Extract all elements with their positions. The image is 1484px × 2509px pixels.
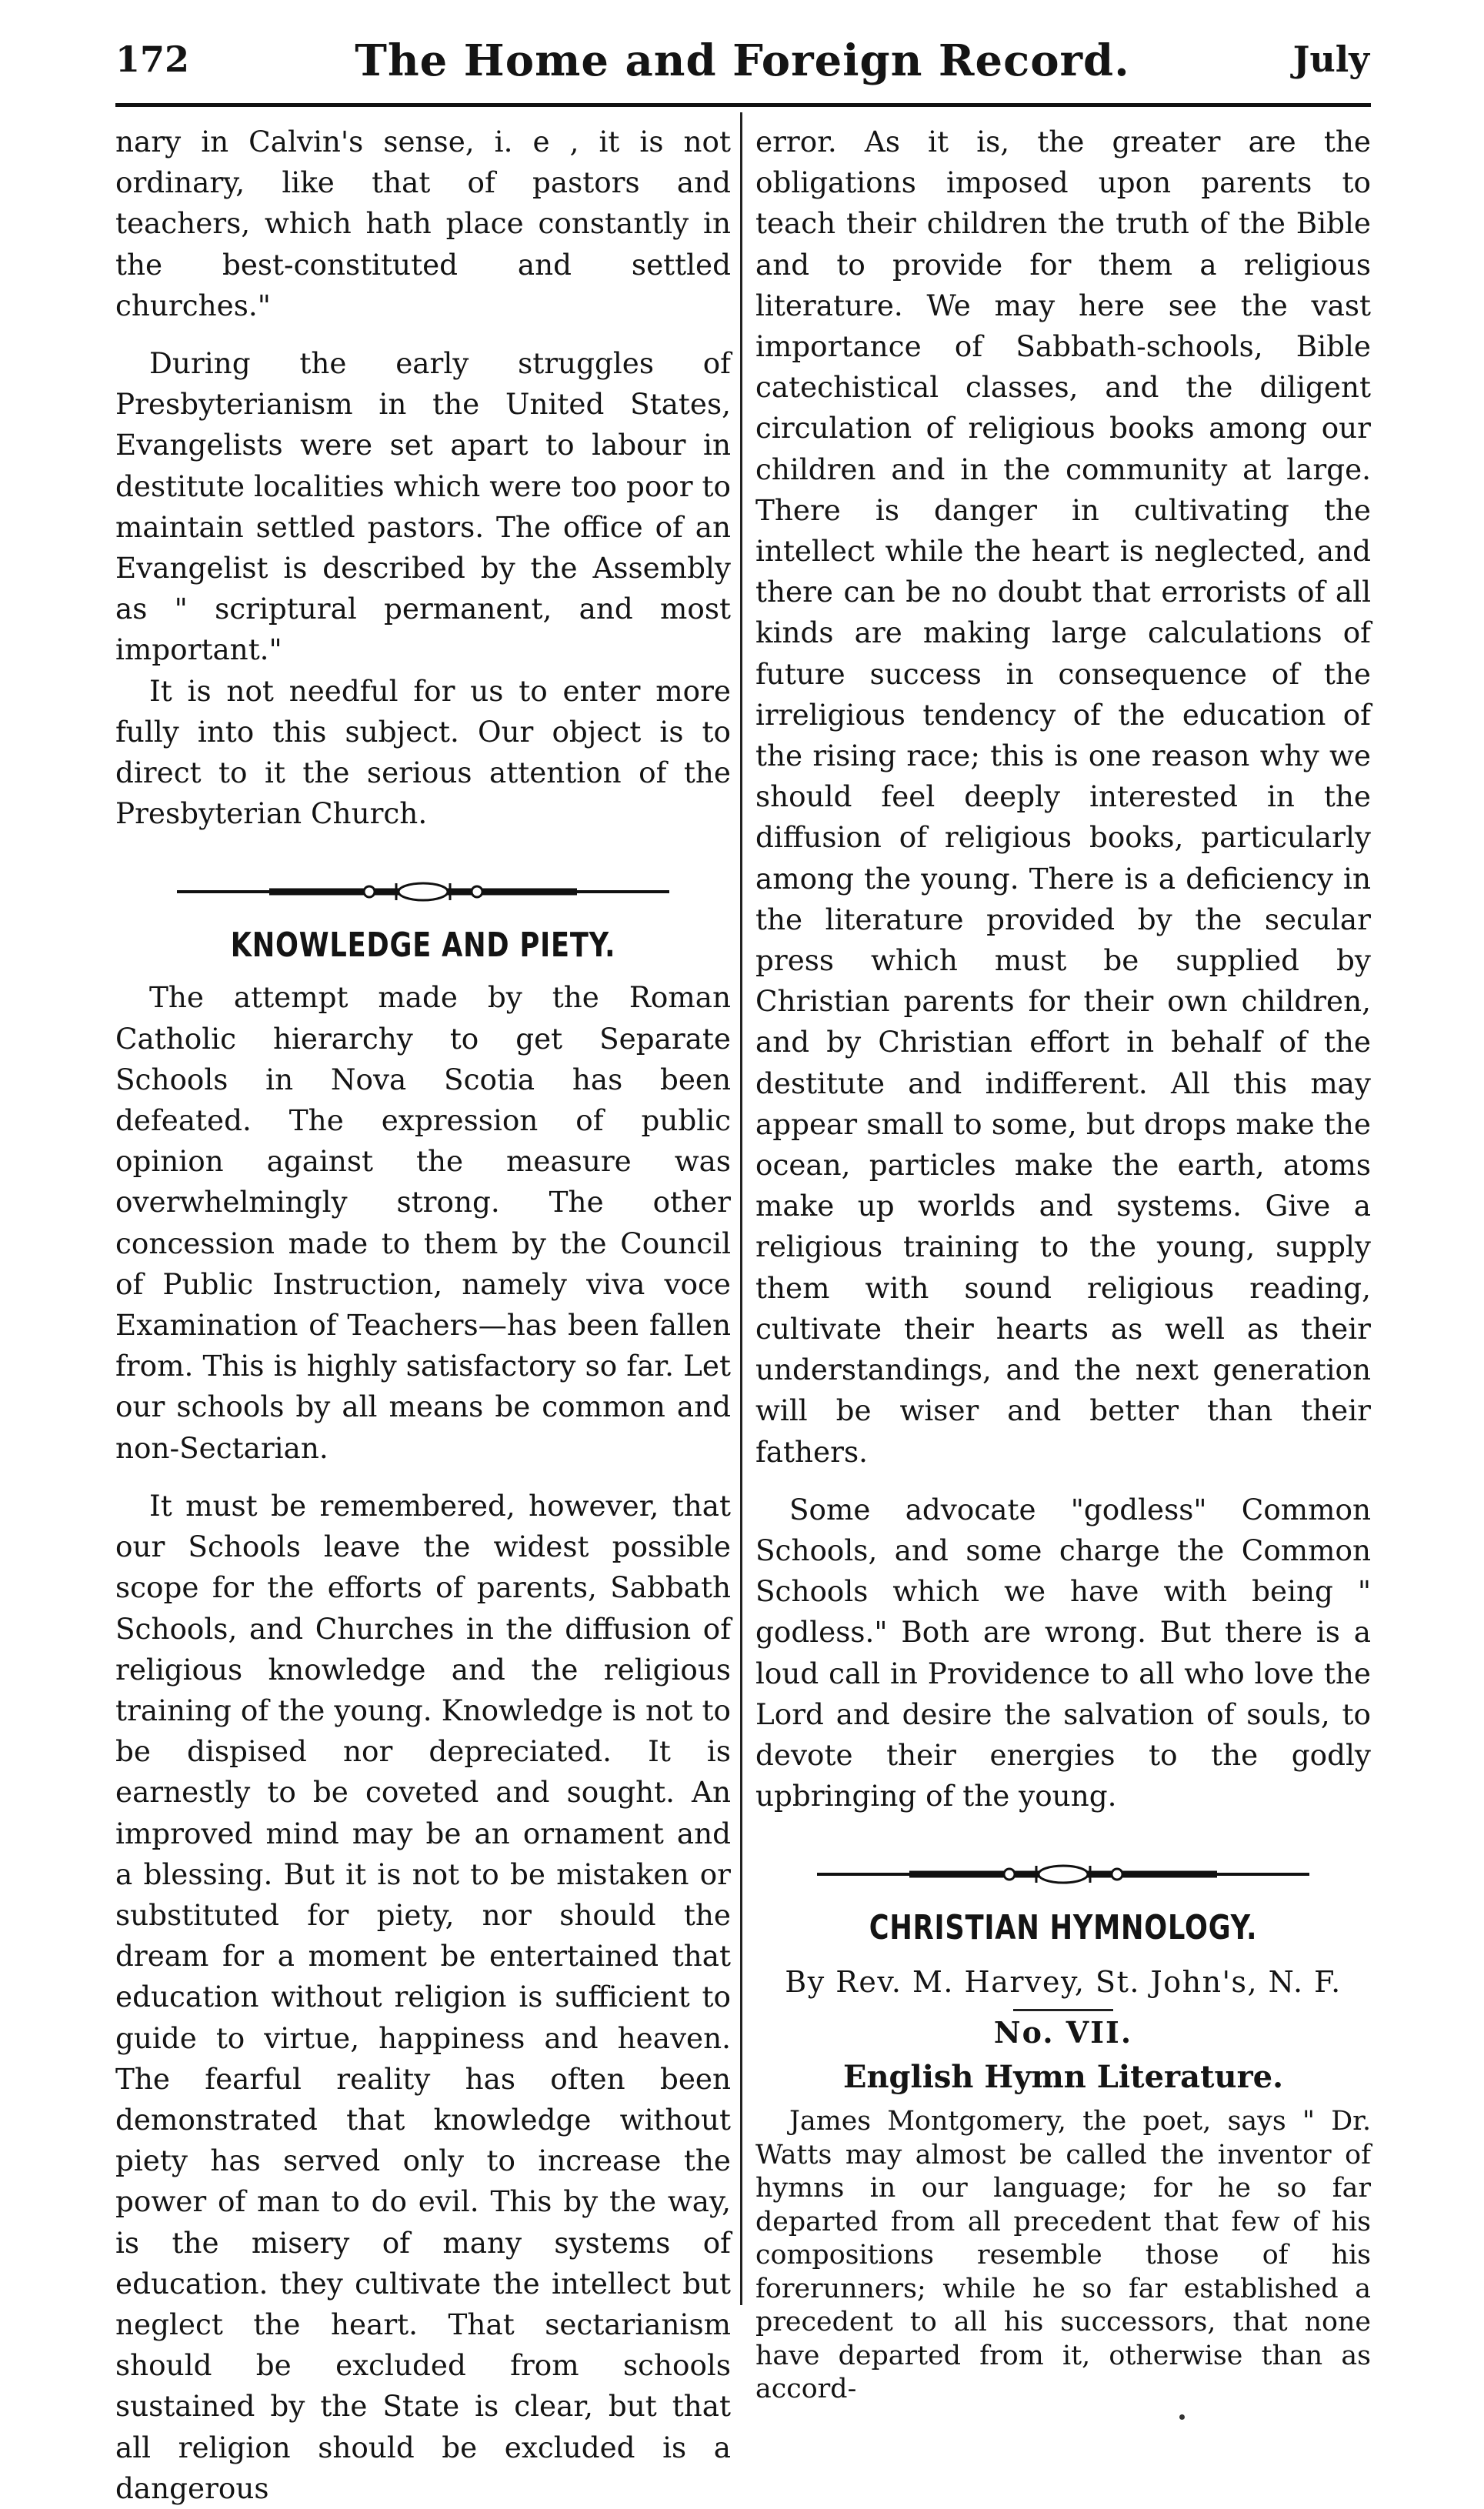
journal-title: The Home and Foreign Record. [355, 35, 1130, 86]
right-column [755, 122, 1371, 2407]
ornament-divider-icon [177, 880, 669, 903]
running-header [115, 31, 1369, 100]
page-number: 172 [115, 38, 190, 80]
paragraph: It must be remembered, however, that our Schools leave the widest possible scope for the efforts of parents, Sabbath Schools, and Churches in the diffusion of religious knowledge and the religious training of the young. Knowledge is not to be dispised nor depreciated. It is earnestly to be coveted and sought. An improved mind may be an ornament and a blessing. But it is not to be mistaken or substituted for piety, nor should the dream for a moment be entertained that education without religion is sufficient to guide to virtue, happiness and heaven. The fearful reality has often been demonstrated that knowledge without piety has served only to increase the power of man to do evil. This by the way, is the misery of many systems of education. they cultivate the intellect but neglect the heart. That sectarianism should be excluded from schools sustained by the State is clear, but that all religion should be excluded is a dangerous [115, 1488, 731, 2505]
section-heading: KNOWLEDGE AND PIETY. [230, 926, 616, 966]
paragraph: It is not needful for us to enter more fully into this subject. Our object is to direct to it the serious attention of the Presbyterian Church. [115, 673, 731, 831]
article-subheading: English Hymn Literature. [842, 2059, 1284, 2096]
paragraph: The attempt made by the Roman Catholic hierarchy to get Separate Schools in Nova Scotia has been defeated. The expression of public opinion against the measure was overwhelmingly strong. The other concession made to them by the Council of Public Instruction, namely viva voce Examination of Teachers—has been fallen from. This is highly satisfactory so far. Let our schools by all means be common and non-Sectarian. [115, 980, 731, 1465]
paragraph: error. As it is, the greater are the obligations imposed upon parents to teach their children the truth of the Bible and to provide for them a religious literature. We may here see the vast importance of Sabbath-schools, Bible catechistical classes, and the diligent circulation of religious books among our children and in the community at large. There is danger in cultivating the intellect while the heart is neglected, and there can be no doubt that errorists of all kinds are making large calculations of future success in consequence of the irreligious tendency of the education of the rising race; this is one reason why we should feel deeply interested in the diffusion of religious books, particularly among the young. There is a deficiency in the literature provided by the secular press which must be supplied by Christian parents for their own children, and by Christian effort in behalf of the destitute and indifferent. All this may appear small to some, but drops make the ocean, particles make the earth, atoms make up worlds and systems. Give a religious training to the young, supply them with sound religious reading, cultivate their hearts as well as their understandings, and the next generation will be wiser and better than their fathers. [755, 125, 1371, 1469]
article-number: No. VII. [993, 2015, 1133, 2050]
issue-month: July [1292, 38, 1369, 80]
paragraph: Some advocate "godless" Common Schools, and some charge the Common Schools which we have with being " godless." Both are wrong. But there is a loud call in Providence to all who love the Lord and desire the salvation of souls, to devote their energies to the godly upbringing of the young. [755, 1492, 1371, 1813]
left-column [115, 122, 731, 2509]
column-divider [740, 112, 742, 2305]
section-heading: CHRISTIAN HYMNOLOGY. [869, 1908, 1258, 1948]
paragraph: During the early struggles of Presbyterianism in the United States, Evangelists were set apart to labour in destitute localities which were too poor to maintain settled pastors. The office of an Evangelist is described by the Assembly as " scriptural permanent, and most important." [115, 346, 731, 667]
author-byline: By Rev. M. Harvey, St. John's, N. F. [785, 1965, 1342, 2000]
print-speck [1179, 2414, 1185, 2420]
paragraph: nary in Calvin's sense, i. e , it is not ordinary, like that of pastors and teachers, which hath place constantly in the best-constituted and settled churches." [115, 125, 731, 322]
ornament-divider-icon [817, 1863, 1309, 1886]
header-rule [115, 103, 1371, 107]
paragraph: James Montgomery, the poet, says " Dr. Watts may almost be called the inventor of hymns in our language; for he so far departed from all precedent that few of his compositions resemble those of his forerunners; while he so far established a precedent to all his successors, that none have departed from it, otherwise than as accord- [755, 2106, 1371, 2405]
